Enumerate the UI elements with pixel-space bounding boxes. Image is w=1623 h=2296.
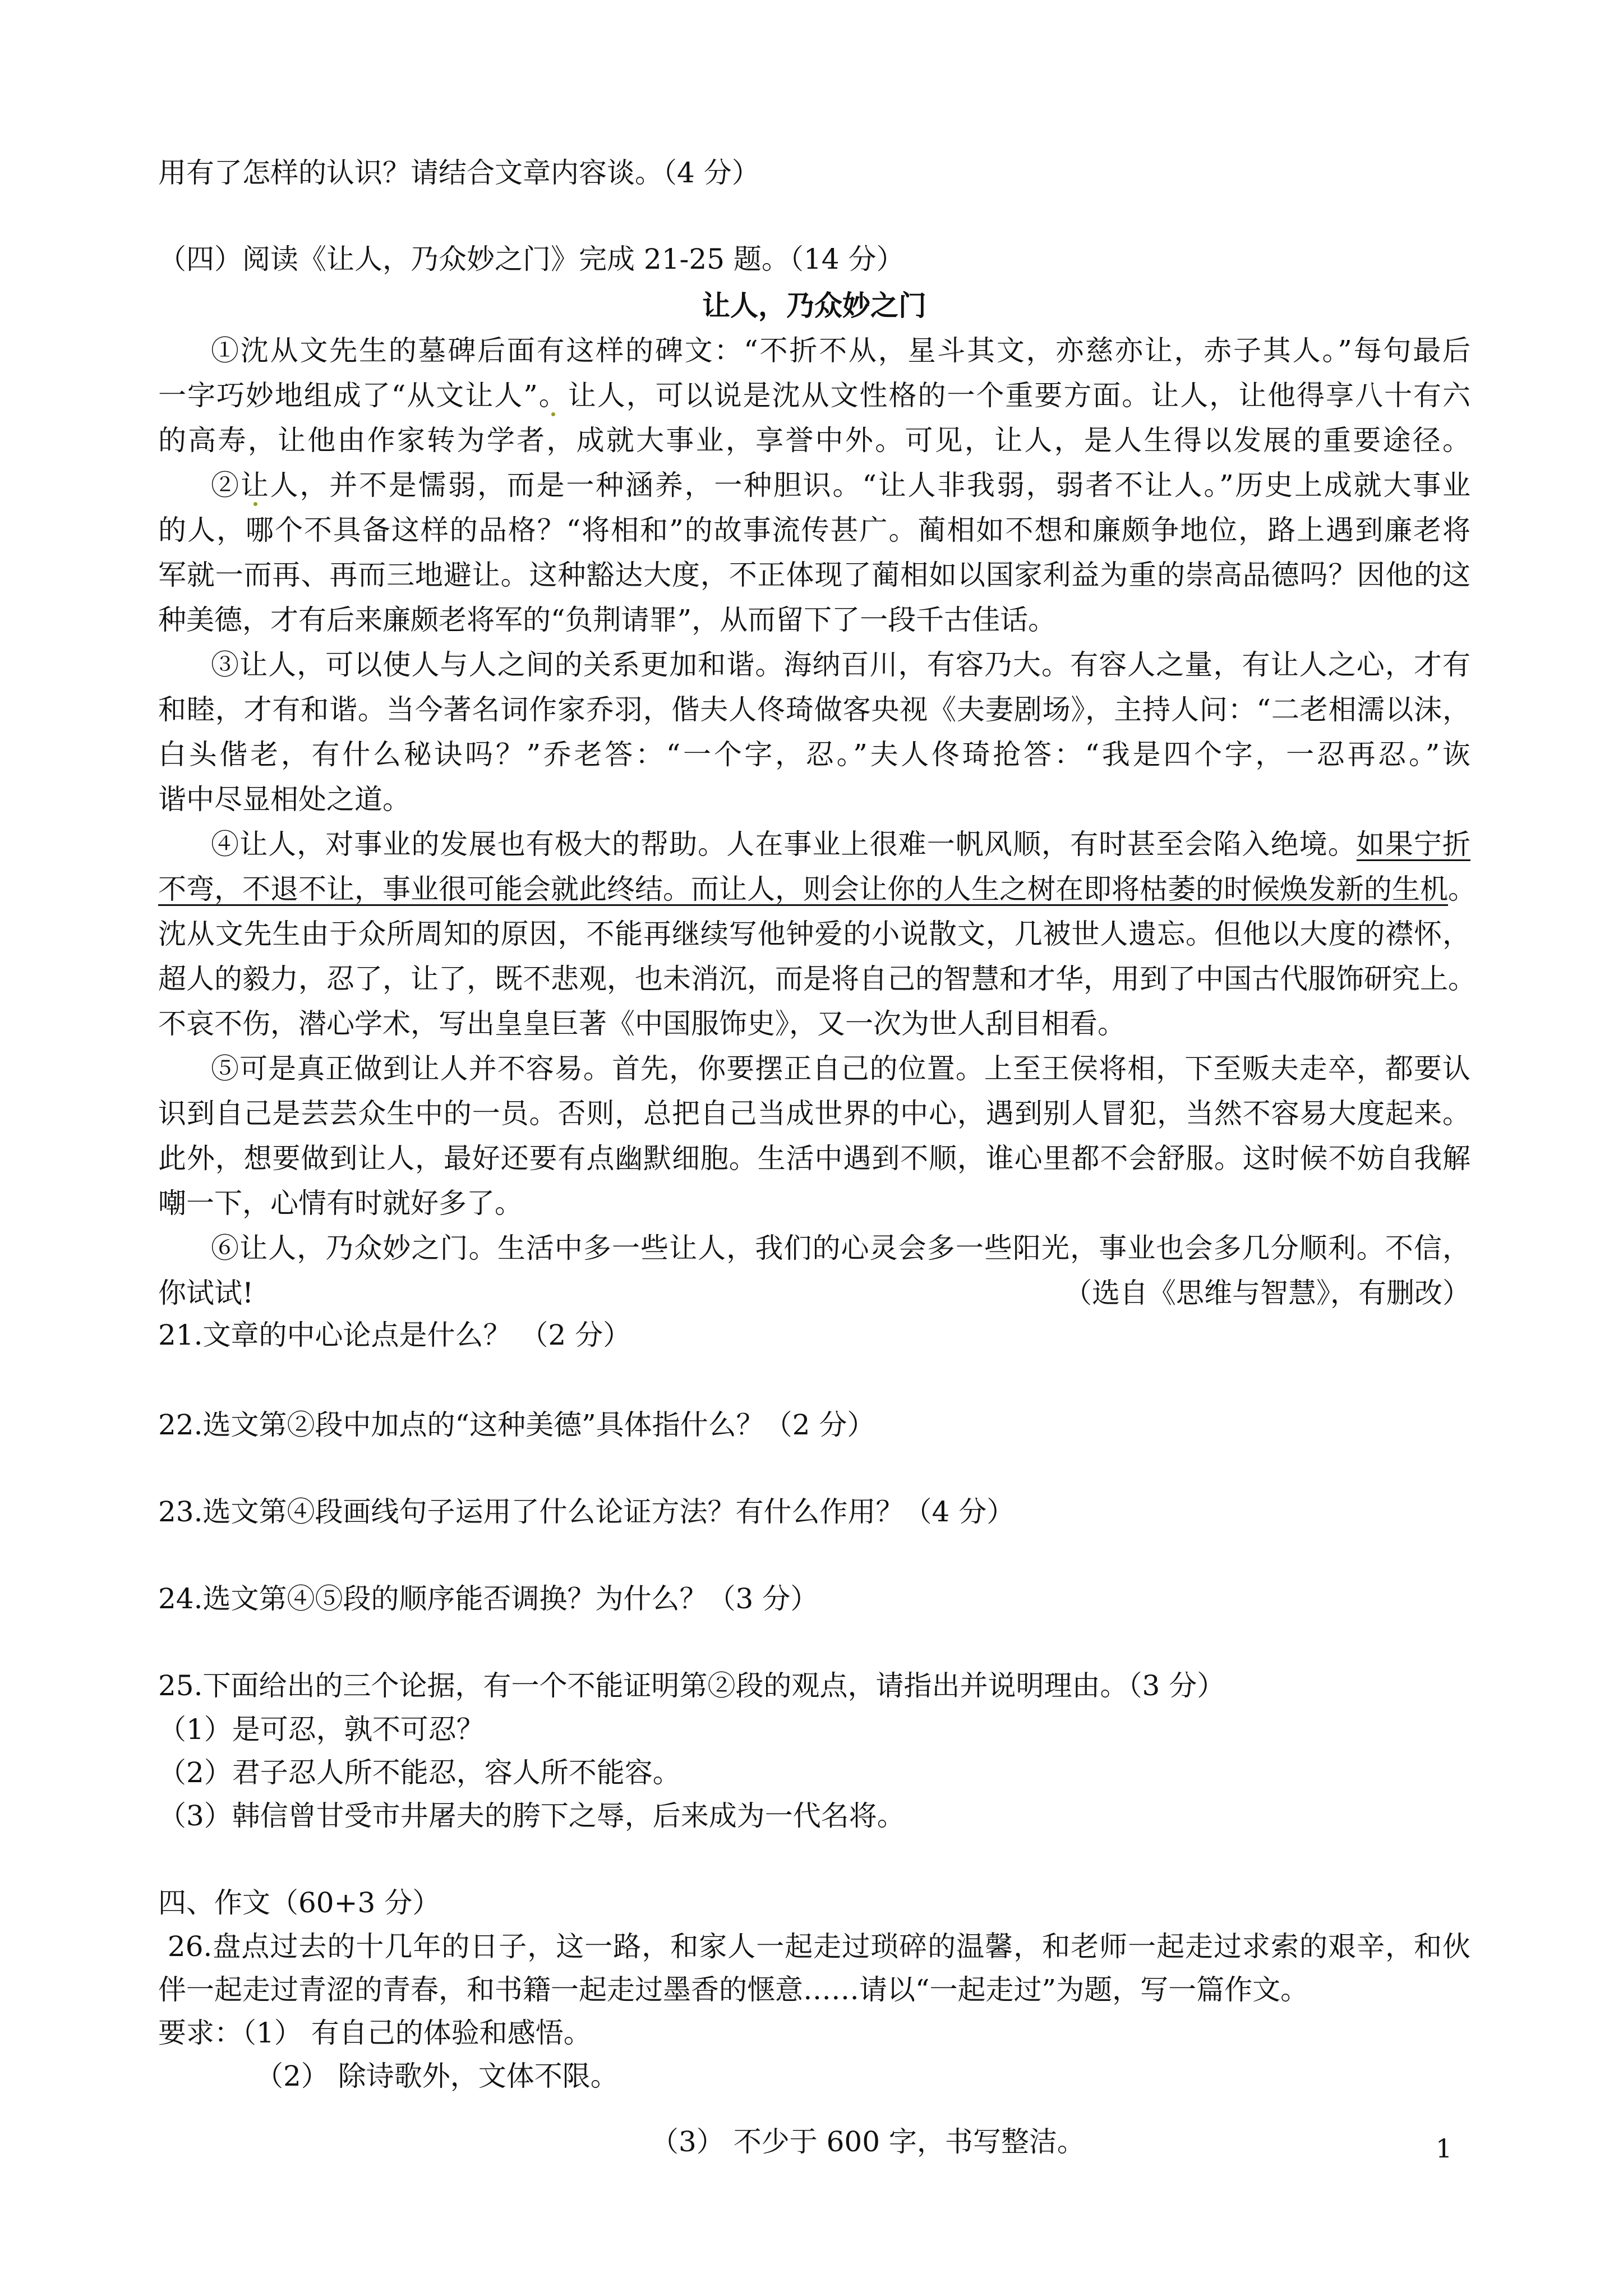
paragraph-2-line-1-rest: 人，并不是懦弱，而是一种涵养，一种胆识。“让人非我弱，弱者不让人。”历史上成就大事业 (270, 469, 1471, 501)
paragraph-3-line-4: 谐中尽显相处之道。 (158, 783, 411, 816)
paragraph-1-line-1: ①沈从文先生的墓碑后面有这样的碑文：“不折不从，星斗其文，亦慈亦让，赤子其人。”每句最后 (211, 334, 1470, 367)
question-26-line-1: 26.盘点过去的十几年的日子，这一路，和家人一起走过琐碎的温馨，和老师一起走过求索的艰辛，和伙 (158, 1930, 1470, 1963)
article-source: （选自《思维与智慧》，有删改） (1064, 1277, 1470, 1309)
paragraph-5-line-3: 此外，想要做到让人，最好还要有点幽默细胞。生活中遇到不顺，谁心里都不会舒服。这时候不妨自我解 (158, 1142, 1470, 1175)
paragraph-4-line-1 (211, 822, 1470, 867)
paragraph-4-line-2 (158, 867, 1476, 912)
section-heading-reading: （四）阅读《让人，乃众妙之门》完成 21-25 题。（14 分） (158, 243, 905, 275)
paragraph-1-line-2-a: 一字巧妙地组成了“从文让人” (158, 379, 538, 412)
paragraph-4-line-4: 超人的毅力，忍了，让了，既不悲观，也未消沉，而是将自己的智慧和才华，用到了中国古代服饰研究上。 (158, 963, 1476, 995)
paragraph-6-line-1: ⑥让人，乃众妙之门。生活中多一些让人，我们的心灵会多一些阳光，事业也会多几分顺利。不信， (211, 1232, 1470, 1264)
question-25-option-1: （1）是可忍，孰不可忍？ (158, 1713, 485, 1746)
emphasis-dot-mark: 。 (537, 379, 568, 412)
question-24: 24.选文第④⑤段的顺序能否调换？为什么？（3 分） (158, 1582, 819, 1615)
requirement-1: 要求：（1） 有自己的体验和感悟。 (158, 2017, 592, 2049)
question-26-line-2: 伴一起走过青涩的青春，和书籍一起走过墨香的惬意……请以“一起走过”为题，写一篇作文。 (158, 1973, 1309, 2006)
paragraph-2-line-4: 种美德，才有后来廉颇老将军的“负荆请罪”，从而留下了一段千古佳话。 (158, 604, 1057, 636)
section-heading-composition: 四、作文（60+3 分） (158, 1887, 441, 1919)
article-title: 让人，乃众妙之门 (702, 289, 926, 322)
underlined-sentence: 不弯，不退不让，事业很可能会就此终结。而让人，则会让你的人生之树在即将枯萎的时候焕发新的生机 (158, 873, 1448, 905)
paragraph-2-line-3: 军就一而再、再而三地避让。这种豁达大度，不正体现了蔺相如以国家利益为重的崇高品德吗？因他的这 (158, 559, 1470, 591)
paragraph-2-line-2: 的人，哪个不具备这样的品格？“将相和”的故事流传甚广。蔺相如不想和廉颇争地位，路上遇到廉老将 (158, 514, 1470, 546)
paragraph-5-line-4: 嘲一下，心情有时就好多了。 (158, 1187, 523, 1220)
paragraph-2-line-1 (211, 463, 1470, 508)
paragraph-5-line-1: ⑤可是真正做到让人并不容易。首先，你要摆正自己的位置。上至王侯将相，下至贩夫走卒，都要认 (211, 1052, 1470, 1085)
question-25-option-3: （3）韩信曾甘受市井屠夫的胯下之辱，后来成为一代名将。 (158, 1800, 905, 1832)
paragraph-4-line-2-end: 。 (1448, 873, 1476, 905)
requirement-3: （3） 不少于 600 字，书写整洁。 (651, 2125, 1085, 2158)
paragraph-6-line-2: 你试试! (158, 1277, 254, 1309)
paragraph-3-line-2: 和睦，才有和谐。当今著名词作家乔羽，偕夫人佟琦做客央视《夫妻剧场》，主持人问：“二老相濡以沫， (158, 693, 1470, 726)
paragraph-3-line-3: 白头偕老，有什么秘诀吗？”乔老答：“一个字，忍。”夫人佟琦抢答：“我是四个字，一忍再忍。”诙 (158, 738, 1470, 771)
paragraph-1-line-3: 的高寿，让他由作家转为学者，成就大事业，享誉中外。可见，让人，是人生得以发展的重要途径。 (158, 424, 1470, 457)
question-25-option-2: （2）君子忍人所不能忍，容人所不能容。 (158, 1756, 681, 1789)
paragraph-3-line-1: ③让人，可以使人与人之间的关系更加和谐。海纳百川，有容乃大。有容人之量，有让人之心，才有 (211, 648, 1470, 681)
requirement-2: （2） 除诗歌外，文体不限。 (255, 2060, 619, 2092)
paragraph-1-line-2 (158, 373, 1470, 418)
paragraph-5-line-2: 识到自己是芸芸众生中的一员。否则，总把自己当成世界的中心，遇到别人冒犯，当然不容易大度起来。 (158, 1097, 1470, 1130)
question-25: 25.下面给出的三个论据，有一个不能证明第②段的观点，请指出并说明理由。（3 分） (158, 1669, 1225, 1702)
emphasis-dot-char: 让 (240, 469, 270, 501)
underlined-sentence-start: 如果宁折 (1356, 828, 1471, 861)
page-number: 1 (1436, 2133, 1453, 2164)
paragraph-4-line-3: 沈从文先生由于众所周知的原因，不能再继续写他钟爱的小说散文，几被世人遗忘。但他以大度的襟怀， (158, 918, 1470, 950)
question-21: 21.文章的中心论点是什么？ （2 分） (158, 1319, 631, 1351)
prev-question-tail: 用有了怎样的认识？请结合文章内容谈。（4 分） (158, 157, 760, 189)
question-22: 22.选文第②段中加点的“这种美德”具体指什么？（2 分） (158, 1409, 875, 1441)
paragraph-4-line-5: 不哀不伤，潜心学术，写出皇皇巨著《中国服饰史》，又一次为世人刮目相看。 (158, 1007, 1126, 1040)
paragraph-4-line-1-plain: ④让人，对事业的发展也有极大的帮助。人在事业上很难一帆风顺，有时甚至会陷入绝境。 (211, 828, 1357, 861)
paragraph-2-number: ② (211, 469, 241, 501)
question-23: 23.选文第④段画线句子运用了什么论证方法？有什么作用？（4 分） (158, 1496, 1015, 1528)
paragraph-1-line-2-b: 让人，可以说是沈从文性格的一个重要方面。让人，让他得享八十有六 (568, 379, 1471, 412)
